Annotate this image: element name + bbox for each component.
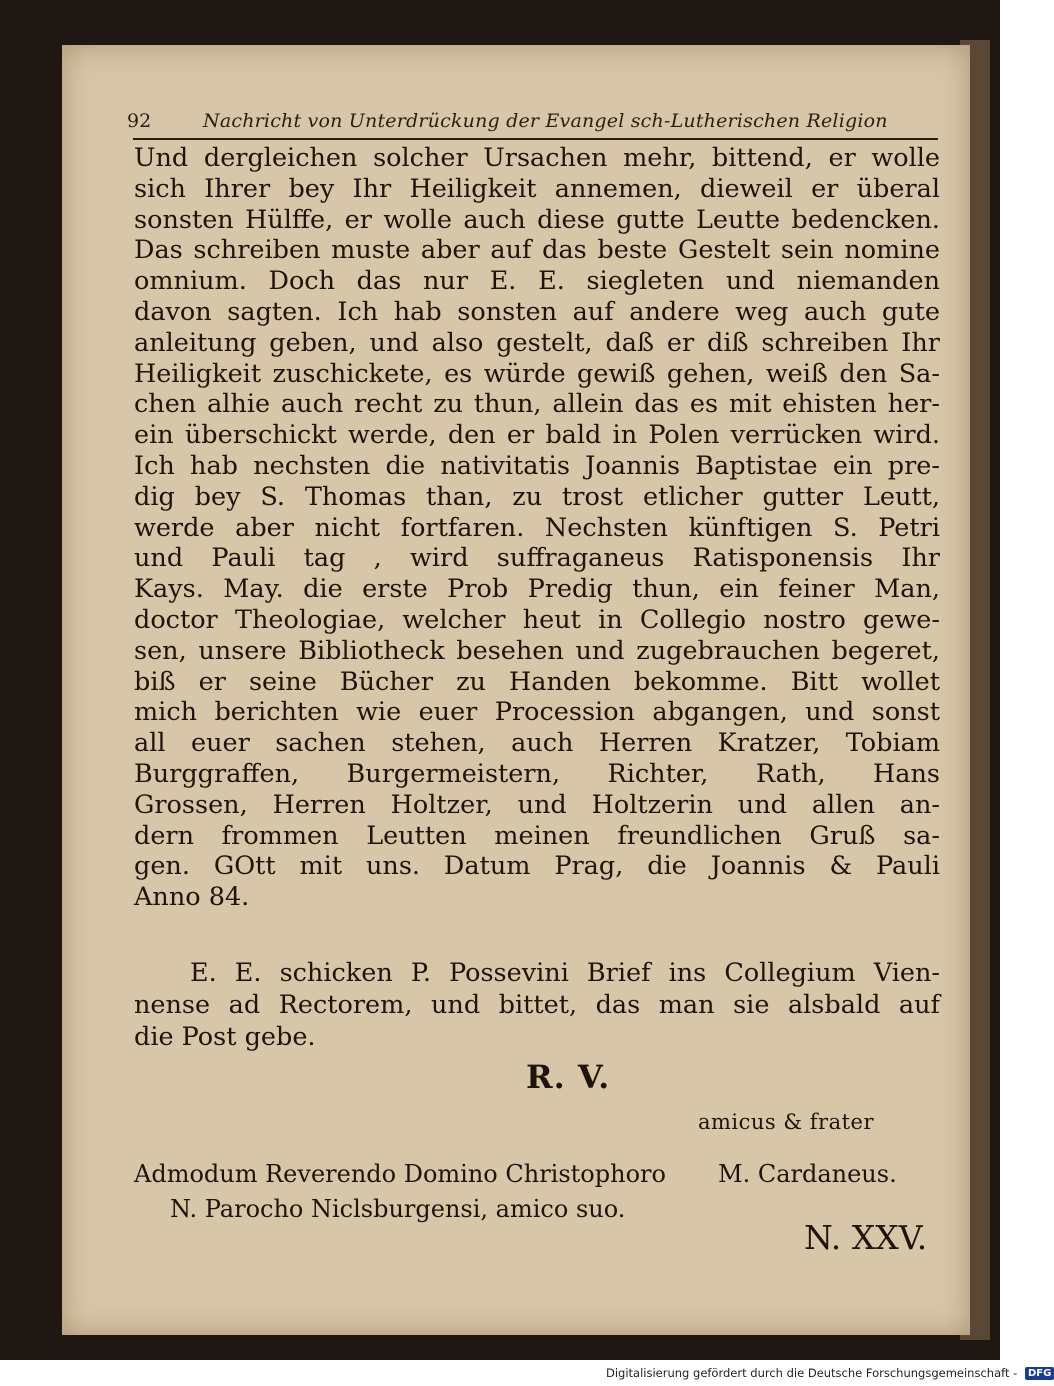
document-number: N. XXV. [804, 1218, 928, 1257]
postscript-paragraph [134, 957, 940, 1053]
credit-text: Digitalisierung gefördert durch die Deutsche Forschungsgemeinschaft - [606, 1366, 1018, 1380]
text-line: sonsten Hülffe, er wolle auch diese gutte Leutte bedencken. [134, 204, 940, 235]
text-line: nense ad Rectorem, und bittet, das man sie alsbald auf [134, 990, 940, 1020]
text-line: werde aber nicht fortfaren. Nechsten künftigen S. Petri [134, 512, 940, 543]
text-line: Anno 84. [134, 882, 250, 913]
text-line: mich berichten wie euer Procession abgangen, und sonst [134, 697, 940, 728]
text-line: anleitung geben, und also gestelt, daß er diß schreiben Ihr [134, 327, 940, 358]
text-line: ein überschickt werde, den er bald in Polen verrücken wird. [134, 420, 940, 451]
text-line: E. E. schicken P. Possevini Brief ins Collegium Vien- [190, 958, 940, 988]
text-line: gen. GOtt mit uns. Datum Prag, die Joannis & Pauli [134, 851, 940, 882]
dfg-logo[interactable]: DFG [1025, 1367, 1054, 1380]
text-line: Ich hab nechsten die nativitatis Joannis Baptistae ein pre- [134, 450, 940, 481]
digitization-credit [606, 1366, 1054, 1382]
closing-abbreviation: R. V. [526, 1058, 611, 1096]
address-line-2: N. Parocho Niclsburgensi, amico suo. [170, 1195, 626, 1223]
address-line-1: Admodum Reverendo Domino Christophoro [134, 1160, 666, 1188]
text-line: sich Ihrer bey Ihr Heiligkeit annemen, dieweil er überal [134, 173, 940, 204]
signature-name: M. Cardaneus. [718, 1160, 897, 1188]
valediction: amicus & frater [698, 1110, 874, 1134]
page-number: 92 [127, 110, 152, 132]
running-header [127, 106, 927, 136]
text-line: sen, unsere Bibliotheck besehen und zugebrauchen begeret, [134, 635, 940, 666]
text-line: dern frommen Leutten meinen freundlichen Gruß sa- [134, 820, 940, 851]
text-line: Und dergleichen solcher Ursachen mehr, bittend, er wolle [134, 143, 940, 173]
text-line: und Pauli tag , wird suffraganeus Ratisponensis Ihr [134, 543, 940, 574]
text-line: Burggraffen, Burgermeistern, Richter, Rath, Hans [134, 758, 940, 789]
text-line: Grossen, Herren Holtzer, und Holtzerin und allen an- [134, 789, 940, 820]
text-line: omnium. Doch das nur E. E. siegleten und niemanden [134, 266, 940, 297]
letter-body [134, 143, 940, 913]
header-rule [133, 138, 938, 140]
text-line: davon sagten. Ich hab sonsten auf andere weg auch gute [134, 296, 940, 327]
running-title: Nachricht von Unterdrückung der Evangel sch-Lutherischen Religion [203, 110, 888, 132]
text-line: doctor Theologiae, welcher heut in Collegio nostro gewe- [134, 604, 940, 635]
text-line: all euer sachen stehen, auch Herren Kratzer, Tobiam [134, 728, 940, 759]
text-line: chen alhie auch recht zu thun, allein das es mit ehisten her- [134, 389, 940, 420]
text-line: Das schreiben muste aber auf das beste Gestelt sein nomine [134, 235, 940, 266]
text-line: Kays. May. die erste Prob Predig thun, ein feiner Man, [134, 574, 940, 605]
text-line: dig bey S. Thomas than, zu trost etlicher gutter Leutt, [134, 481, 940, 512]
text-line: Heiligkeit zuschickete, es würde gewiß gehen, weiß den Sa- [134, 358, 940, 389]
text-line: biß er seine Bücher zu Handen bekomme. Bitt wollet [134, 666, 940, 697]
text-line: die Post gebe. [134, 1022, 316, 1052]
